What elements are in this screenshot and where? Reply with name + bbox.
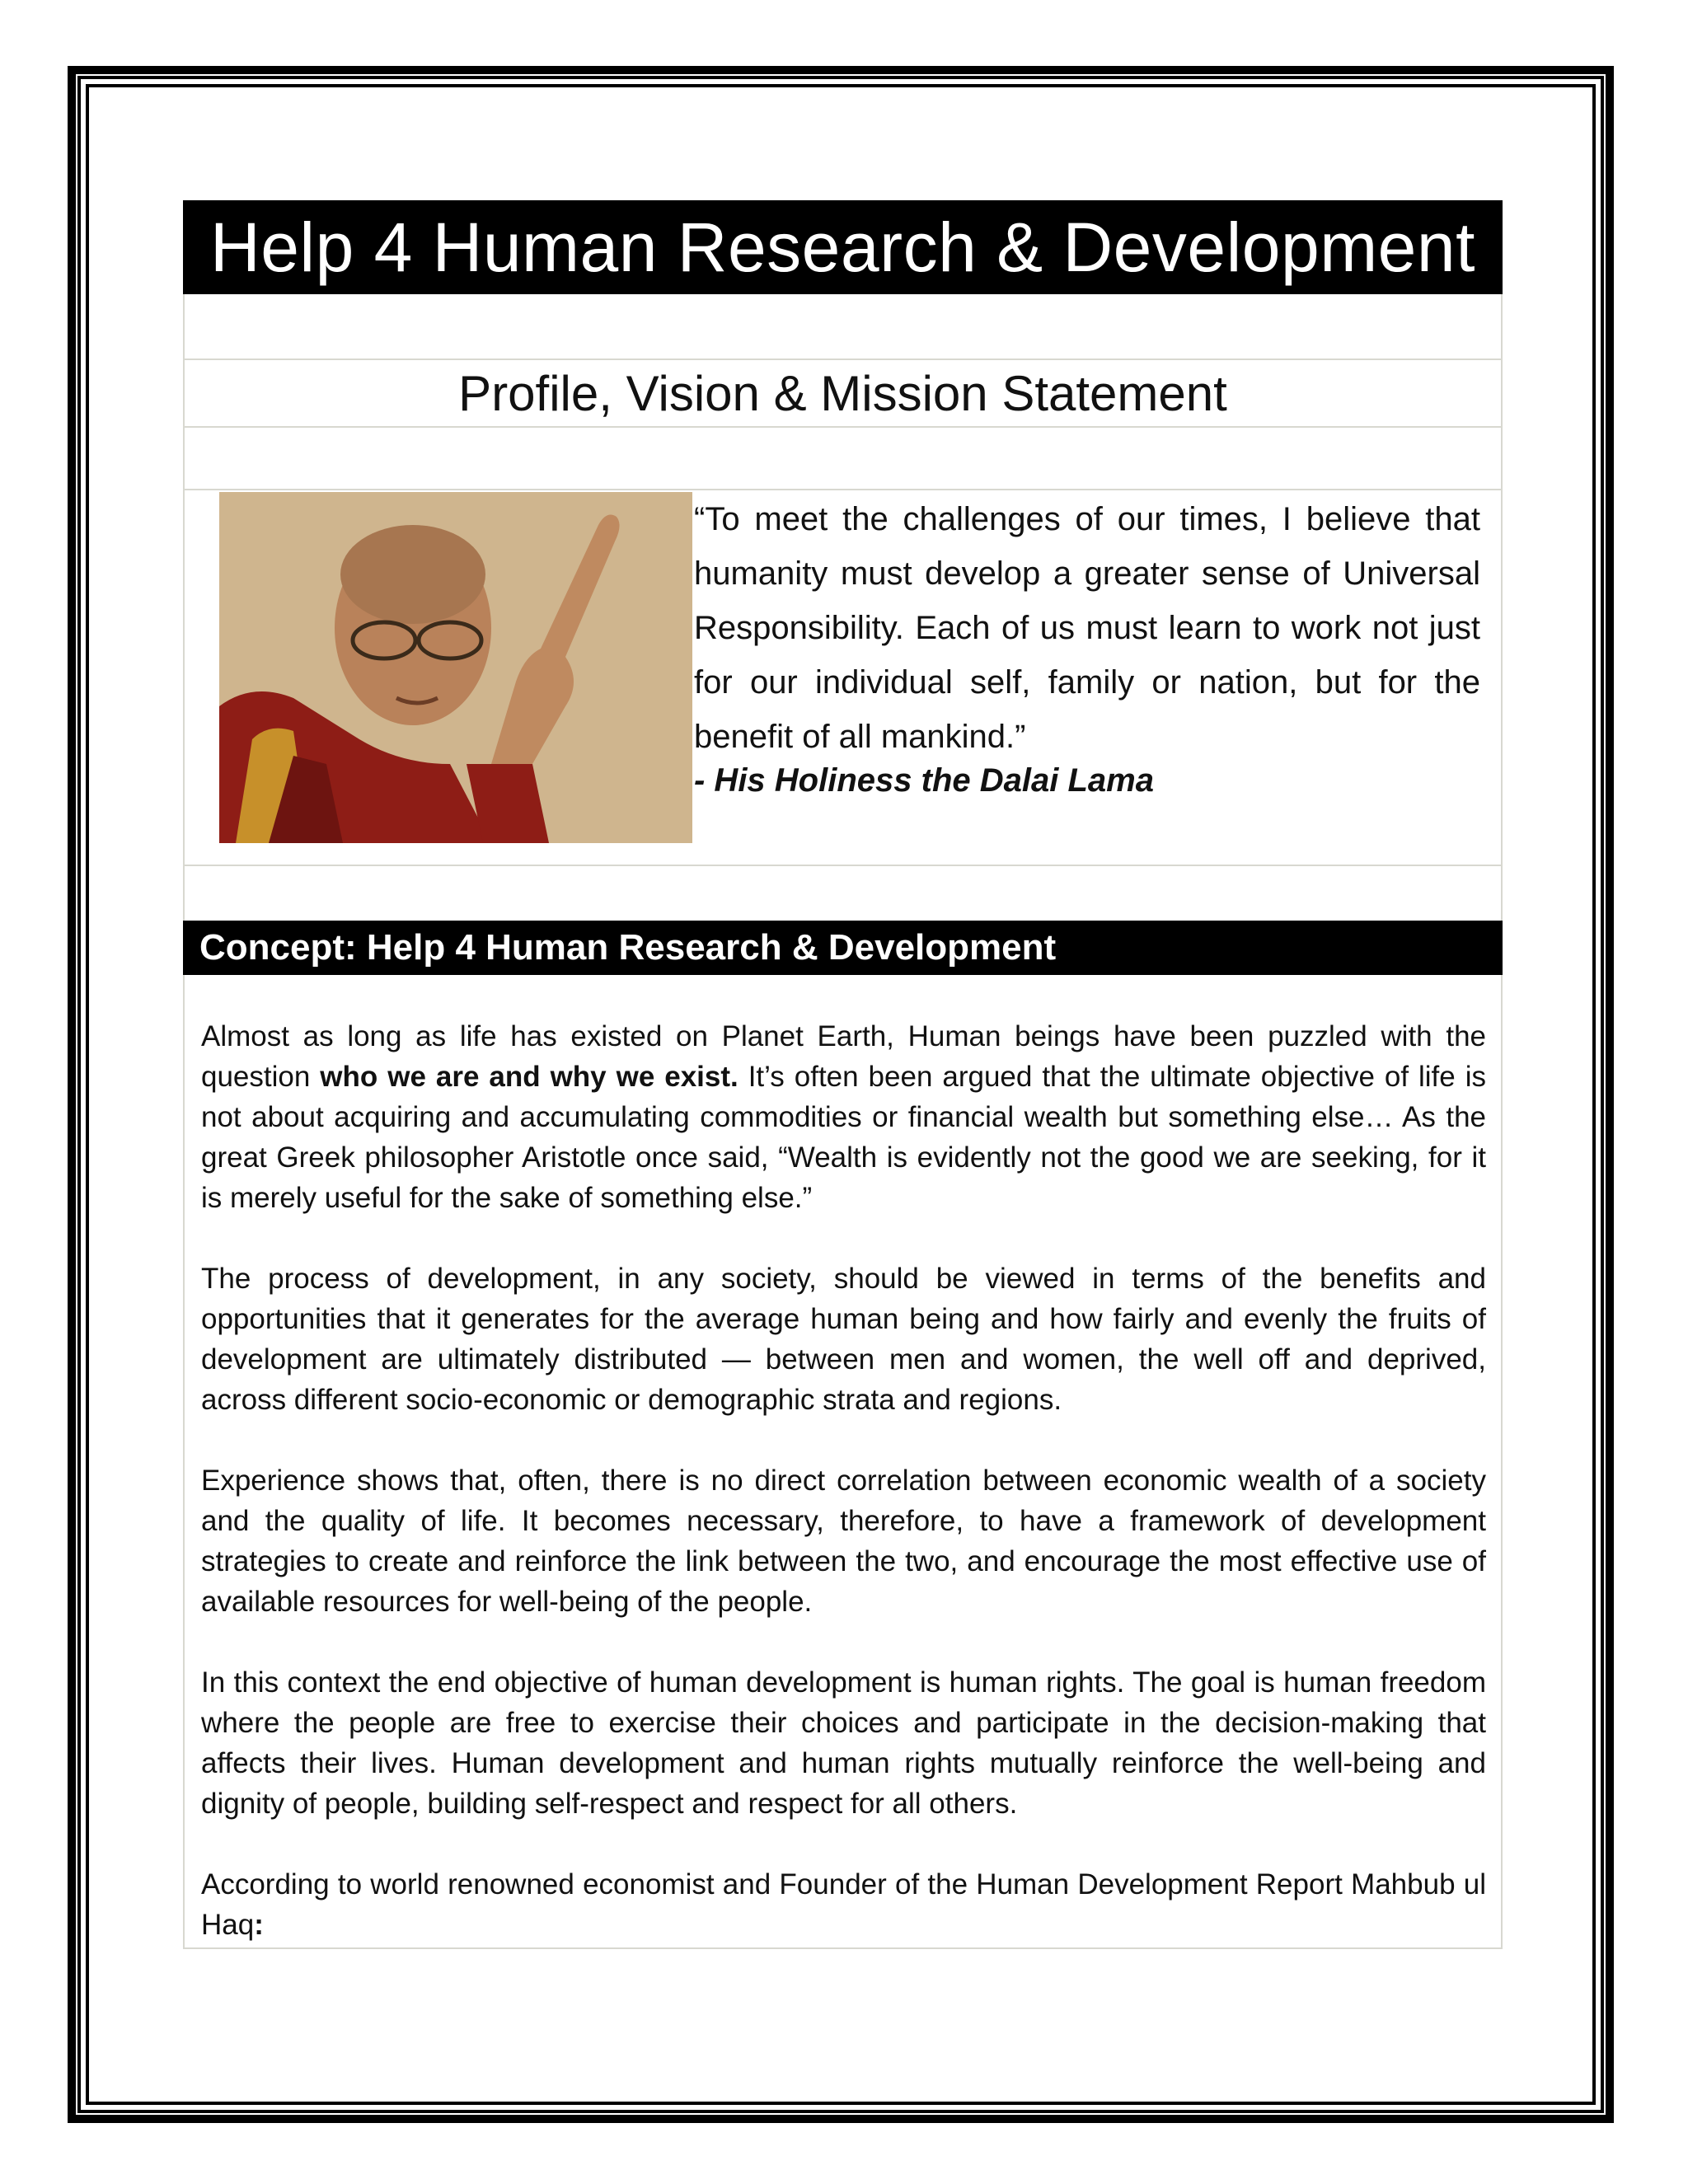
section-body	[183, 975, 1503, 1949]
paragraph: In this context the end objective of human development is human rights. The goal is human freedom where the people are free to exercise their choices and participate in the decision-making that affects their lives. Human development and human rights mutually reinforce the well-being and dignity of people, building self-respect and respect for all others.	[201, 1666, 1486, 1820]
quote-author: - His Holiness the Dalai Lama	[694, 762, 1154, 799]
section-heading: Concept: Help 4 Human Research & Development	[183, 921, 1503, 975]
paragraph: Almost as long as life has existed on Planet Earth, Human beings have been puzzled with the question who we are and why we exist. It’s often been argued that the ultimate objective of life is not about acquiring and accumulating commodities or financial wealth but something else… As the great Greek philosopher Aristotle once said, “Wealth is evidently not the good we are seeking, for it is merely useful for the sake of something else.”	[201, 1020, 1486, 1214]
subtitle: Profile, Vision & Mission Statement	[183, 360, 1503, 428]
spacer-row	[183, 866, 1503, 921]
quote-text: “To meet the challenges of our times, I believe that humanity must develop a greater sense of Universal Responsibility. Each of us must learn to work not just for our individual self, family or nation, but for the benefit of all mankind.”	[694, 501, 1480, 755]
spacer-row	[183, 294, 1503, 360]
quote-block	[183, 490, 1503, 866]
page-title: Help 4 Human Research & Development	[183, 200, 1503, 294]
portrait-photo	[219, 492, 692, 843]
paragraph: According to world renowned economist and Founder of the Human Development Report Mahbub ul Haq:	[201, 1868, 1486, 1941]
bold-phrase: who we are and why we exist.	[320, 1061, 738, 1093]
document-content	[183, 200, 1503, 1949]
paragraph: The process of development, in any society, should be viewed in terms of the benefits and opportunities that it generates for the average human being and how fairly and evenly the fruits of development are ultimately distributed — between men and women, the well off and deprived, across different socio-economic or demographic strata and regions.	[201, 1263, 1486, 1416]
paragraph: Experience shows that, often, there is no direct correlation between economic wealth of a society and the quality of life. It becomes necessary, therefore, to have a framework of development strategies to create and reinforce the link between the two, and encourage the most effective use of available resources for well-being of the people.	[201, 1465, 1486, 1618]
spacer-row	[183, 428, 1503, 490]
